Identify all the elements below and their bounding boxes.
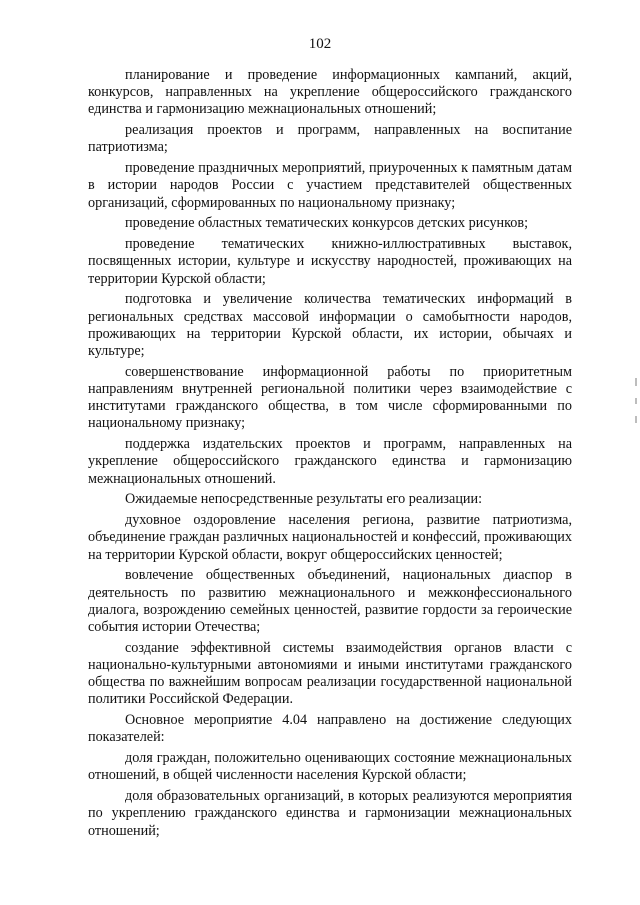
paragraph: вовлечение общественных объединений, национальных диаспор в деятельность по развитию межнационального и межконфессионального диалога, возрождению семейных ценностей, развитие гордости за героические события истории Отечества; xyxy=(88,567,572,636)
paragraph: проведение праздничных мероприятий, приуроченных к памятным датам в истории народов России с участием представителей общественных организаций, сформированных по национальному признаку; xyxy=(88,160,572,211)
paragraph: подготовка и увеличение количества тематических информаций в региональных средствах массовой информации о самобытности народов, проживающих на территории Курской области, их истории, обычаях и культуре; xyxy=(88,291,572,360)
paragraph: создание эффективной системы взаимодействия органов власти с национально-культурными автономиями и иными институтами гражданского общества по важнейшим вопросам реализации государственной национальной политики Российской Федерации. xyxy=(88,639,572,708)
scan-edge-mark xyxy=(635,416,637,423)
paragraph: Основное мероприятие 4.04 направлено на достижение следующих показателей: xyxy=(88,712,572,746)
paragraph: проведение тематических книжно-иллюстративных выставок, посвященных истории, культуре и искусству народностей, проживающих на территории Курской области; xyxy=(88,236,572,287)
scan-edge-mark xyxy=(635,378,637,386)
paragraph: доля образовательных организаций, в которых реализуются мероприятия по укреплению гражданского единства и гармонизации межнациональных отношений; xyxy=(88,788,572,839)
paragraph: доля граждан, положительно оценивающих состояние межнациональных отношений, в общей численности населения Курской области; xyxy=(88,750,572,784)
page-number: 102 xyxy=(308,36,332,52)
paragraph: совершенствование информационной работы по приоритетным направлениям внутренней региональной политики через взаимодействие с институтами гражданского общества, в том числе сформированными по национальному признаку; xyxy=(88,363,572,432)
paragraph: духовное оздоровление населения региона, развитие патриотизма, объединение граждан различных национальностей и конфессий, проживающих на территории Курской области, вокруг общероссийских ценностей; xyxy=(88,512,572,563)
paragraph: планирование и проведение информационных кампаний, акций, конкурсов, направленных на укрепление общероссийского гражданского единства и гармонизацию межнациональных отношений; xyxy=(88,67,572,118)
scan-edge-mark xyxy=(635,398,637,404)
paragraph: проведение областных тематических конкурсов детских рисунков; xyxy=(125,215,529,232)
document-body xyxy=(88,67,572,843)
paragraph: реализация проектов и программ, направленных на воспитание патриотизма; xyxy=(88,122,572,156)
paragraph: Ожидаемые непосредственные результаты его реализации: xyxy=(125,491,483,508)
paragraph: поддержка издательских проектов и программ, направленных на укрепление общероссийского гражданского единства и гармонизацию межнациональных отношений. xyxy=(88,436,572,487)
